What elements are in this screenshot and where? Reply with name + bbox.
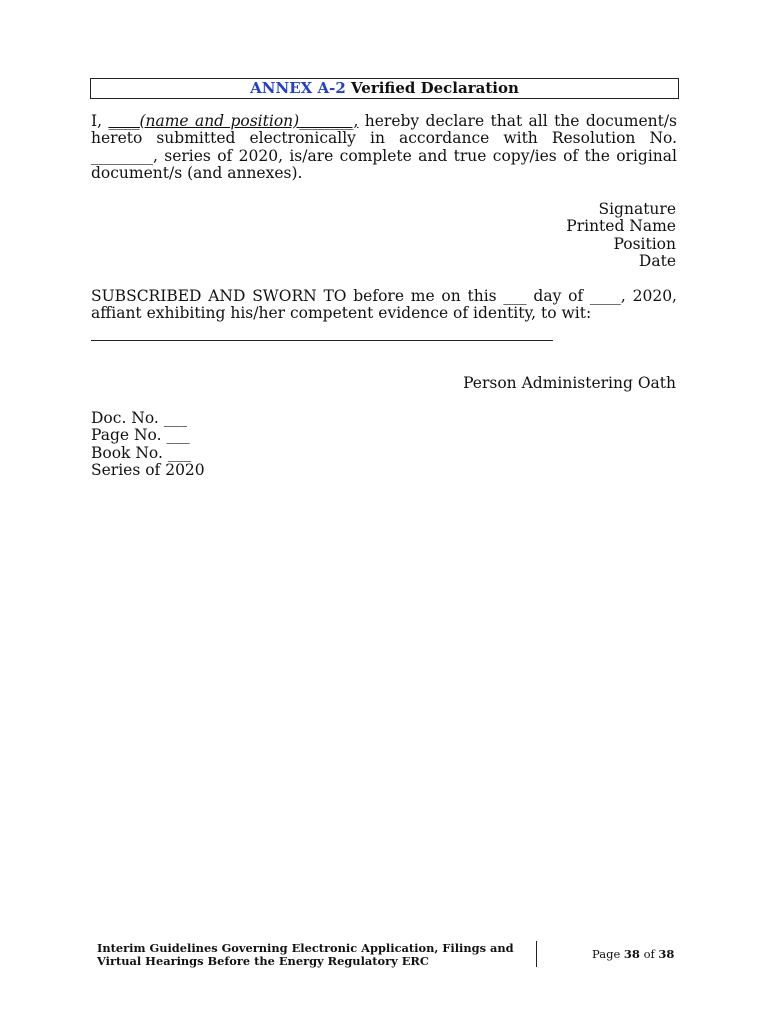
position-label: Position	[613, 234, 676, 253]
footer-title	[97, 942, 527, 968]
page-total: 38	[658, 947, 675, 961]
declaration-text: hereby declare that all the document/s hereto submitted electronically in accordance with Resolution No. ________, series of 2020, is/are complete and true copy/ies of the original document/s (and annexes).	[91, 112, 678, 183]
annex-title-box	[90, 78, 679, 99]
name-blank-after: _______,	[299, 112, 359, 130]
name-blank-before: ____	[108, 112, 140, 130]
page-of: of	[639, 947, 659, 961]
page-number-field: Page No. ___	[91, 426, 190, 445]
declaration-prefix: I,	[91, 112, 109, 130]
footer-title-line-1: Interim Guidelines Governing Electronic Application, Filings and	[97, 941, 514, 955]
declaration-paragraph	[91, 113, 677, 183]
signature-label: Signature	[598, 200, 676, 218]
annex-title: Verified Declaration	[351, 79, 519, 97]
name-position-placeholder: (name and position)	[139, 112, 300, 130]
footer-title-line-2: Virtual Hearings Before the Energy Regulatory ERC	[97, 954, 429, 968]
printed-name-label: Printed Name	[566, 217, 676, 236]
date-label: Date	[638, 252, 676, 271]
book-number: Book No. ___	[91, 443, 192, 462]
footer-page-number	[592, 947, 674, 961]
doc-number: Doc. No. ___	[91, 409, 188, 427]
page-word: Page	[592, 947, 624, 961]
sworn-paragraph: SUBSCRIBED AND SWORN TO before me on this ___ day of ____, 2020, affiant exhibiting his/her competent evidence of identity, to wit:	[91, 287, 677, 323]
page-current: 38	[623, 947, 640, 961]
signature-block	[566, 201, 676, 271]
series-year: Series of 2020	[91, 461, 205, 480]
footer-divider	[536, 941, 537, 967]
evidence-blank-line	[91, 340, 553, 341]
annex-label: ANNEX A-2	[250, 79, 346, 97]
notarial-details	[91, 410, 205, 480]
oath-administrator-label: Person Administering Oath	[463, 374, 676, 392]
